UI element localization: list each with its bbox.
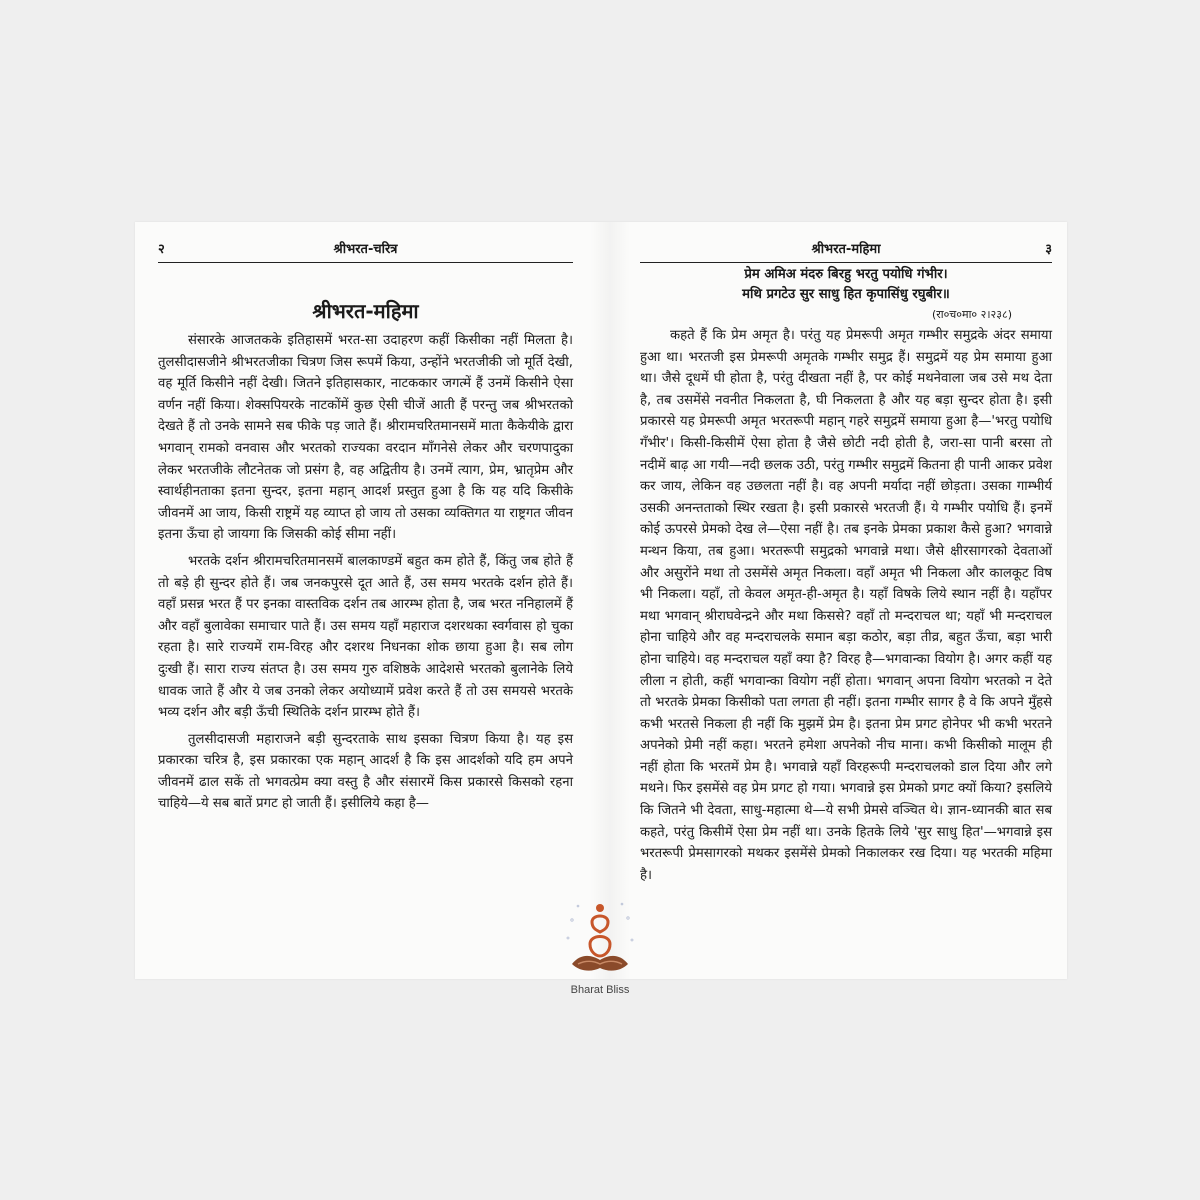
left-page-number: २ <box>158 242 165 257</box>
chapter-heading: श्रीभरत-महिमा <box>312 299 419 323</box>
book-spread <box>135 222 1067 979</box>
right-page <box>640 240 1052 886</box>
verse-line-1: प्रेम अमिअ मंदरु बिरहु भरतु पयोधि गंभीर। <box>744 267 948 282</box>
book-gutter <box>590 222 630 979</box>
left-paragraph-2: भरतके दर्शन श्रीरामचरितमानसमें बालकाण्डमें बहुत कम होते हैं, किंतु जब होते हैं तो बड़े ही सुन्दर होते हैं। जब जनकपुरसे दूत आते हैं, उस समय भरतके दर्शन होते हैं। वहाँ प्रसन्न भरत हैं पर इनका वास्तविक दर्शन तब आरम्भ होता है, जब भरत ननिहालमें हैं और वहाँ बुलावेका समाचार पाते हैं। उस समय यहाँ महाराज दशरथका स्वर्गवास हो चुका रहता है। सारे राज्यमें राम-विरह और दशरथ निधनका शोक छाया हुआ है। सब लोग दुःखी हैं। सारा राज्य संतप्त है। उस समय गुरु वशिष्ठके आदेशसे भरतको बुलानेके लिये धावक जाते हैं और ये जब उनको लेकर अयोध्यामें प्रवेश करते हैं तो उस समयसे भरतके भव्य दर्शन और बड़ी ऊँची स्थितिके दर्शन प्रारम्भ होते हैं। <box>158 553 573 721</box>
right-running-title: श्रीभरत-महिमा <box>811 242 881 257</box>
right-paragraph-1: कहते हैं कि प्रेम अमृत है। परंतु यह प्रेमरूपी अमृत गम्भीर समुद्रके अंदर समाया हुआ था। भरतजी इस प्रेमरूपी अमृतके गम्भीर समुद्र हैं। समुद्रमें यह प्रेम समाया हुआ था। जैसे दूधमें घी होता है, परंतु दीखता नहीं है, पर कोई मथनेवाला जब उसे मथ देता है, तब उसमेंसे नवनीत निकलता है, घी निकलता है और यह बड़ा सुन्दर होता है। इसी प्रकारसे यह प्रेमरूपी अमृत भरतरूपी महान् गहरे समुद्रमें समाया हुआ है—'भरतु पयोधि गँभीर'। किसी-किसीमें ऐसा होता है जैसे छोटी नदी होती है, जरा-सा पानी बरसा तो नदीमें बाढ़ आ गयी—नदी छलक उठी, परंतु गम्भीर समुद्रमें कितना ही पानी आकर प्रवेश कर जाय, लेकिन वह उछलता नहीं है। वह अपनी मर्यादा नहीं छोड़ता। उसका गाम्भीर्य उसकी अनन्तताको स्थिर रखता है। इसी प्रकारसे भरतजी हैं। ये गम्भीर पयोधि हैं। इनमें कोई ऊपरसे प्रेमको देख ले—ऐसा नहीं है। तब इनके प्रेमका प्रकाश कैसे हुआ? भगवान्ने मन्थन किया, तब हुआ। भरतरूपी समुद्रको भगवान्ने मथा। जैसे क्षीरसागरको देवताओं और असुरोंने मथा तो उसमेंसे अमृत निकला। वहाँ अमृत भी निकला और कालकूट विष भी निकला। यहाँ, तो केवल अमृत-ही-अमृत है। यहाँ विषके लिये स्थान नहीं है। यहाँपर मथा भगवान् श्रीराघवेन्द्रने और मथा किससे? वहाँ तो मन्दराचल था; यहाँ भी मन्दराचल होना चाहिये और वह मन्दराचलके समान बड़ा कठोर, बड़ा तीव्र, बहुत ऊँचा, बड़ा भारी होना चाहिये। वह मन्दराचल यहाँ क्या है? विरह है—भगवान्का वियोग है। अगर कहीं यह लीला न होती, कहीं भगवान्का वियोग नहीं होता। भगवान् अपना वियोग भरतको न देते तो भरतके प्रेमका किसीको पता लगता ही नहीं। इतना गम्भीर सागर है वे कि अपने मुँहसे कभी भरतसे निकला ही नहीं कि मुझमें प्रेम है। इतना प्रेम प्रगट होनेपर भी कभी भरतने अपनेको प्रेमी नहीं कहा। भरतने हमेशा अपनेको नीच माना। कभी किसीको मालूम ही नहीं होता कि भरतमें प्रेम है। भगवान्ने यहाँ विरहरूपी मन्दराचलको डाल दिया और लगे मथने। फिर इसमेंसे वह प्रेम प्रगट हो गया। भगवान्ने इस प्रेमको प्रगट क्यों किया? इसलिये कि जितने भी देवता, साधु-महात्मा थे—ये सभी प्रेमसे वञ्चित थे। ज्ञान-ध्यानकी बात सब कहते, परंतु किसीमें ऐसा प्रेम नहीं था। उनके हितके लिये 'सुर साधु हित'—भगवान्ने इस भरतरूपी प्रेमसागरको मथकर इसमेंसे प्रेमको निकालकर रख दिया। यह भरतकी महिमा है। <box>640 328 1052 883</box>
watermark <box>555 898 645 996</box>
meditating-figure-logo-icon <box>560 898 640 980</box>
right-page-number: ३ <box>1045 242 1052 257</box>
verse-line-2: मथि प्रगटेउ सुर साधु हित कृपासिंधु रघुबीर॥ <box>742 287 950 302</box>
left-paragraph-1: संसारके आजतकके इतिहासमें भरत-सा उदाहरण कहीं किसीका नहीं मिलता है। तुलसीदासजीने श्रीभरतजीका चित्रण जिस रूपमें किया, उन्होंने भरतजीकी जो मूर्ति देखी, वह मूर्ति किसीने नहीं देखी। जितने इतिहासकार, नाटककार जगत्में हैं उनमें किसीने ऐसा वर्णन नहीं किया। शेक्सपियरके नाटकोंमें कुछ ऐसी चीजें आती हैं परन्तु जब श्रीभरतको देखते हैं तो उनके सामने सब फीके पड़ जाते हैं। श्रीरामचरितमानसमें माता कैकेयीके द्वारा भगवान् रामको वनवास और भरतको राज्यका वरदान माँगनेसे लेकर और चरणपादुका लेकर भरतजीके लौटनेतक जो प्रसंग है, वह अद्वितीय है। उनमें त्याग, प्रेम, भ्रातृप्रेम और स्वार्थहीनताका इतना सुन्दर, इतना महान् आदर्श प्रस्तुत हुआ है कि यह यदि किसीके जीवनमें आ जाय, किसी राष्ट्रमें यह व्याप्त हो जाय तो उसका व्यक्तिगत या राष्ट्रगत जीवन इतना ऊँचा हो जायगा कि जिसकी कोई सीमा नहीं। <box>158 333 573 543</box>
left-paragraph-3: तुलसीदासजी महाराजने बड़ी सुन्दरताके साथ इसका चित्रण किया है। यह इस प्रकारका चरित्र है, इस प्रकारका एक महान् आदर्श है कि इस आदर्शको यदि हम अपने जीवनमें ढाल सकें तो भगवत्प्रेम क्या वस्तु है और संसारमें किस प्रकारसे किसको रहना चाहिये—ये सब बातें प्रगट हो जाती हैं। इसीलिये कहा है— <box>158 731 573 812</box>
verse-reference: (रा०च०मा० २।२३८) <box>931 308 1012 321</box>
watermark-text: Bharat Bliss <box>570 984 630 996</box>
right-running-head <box>640 240 1052 263</box>
left-running-title: श्रीभरत-चरित्र <box>333 242 398 257</box>
left-running-head <box>158 240 573 263</box>
left-page <box>158 240 573 815</box>
